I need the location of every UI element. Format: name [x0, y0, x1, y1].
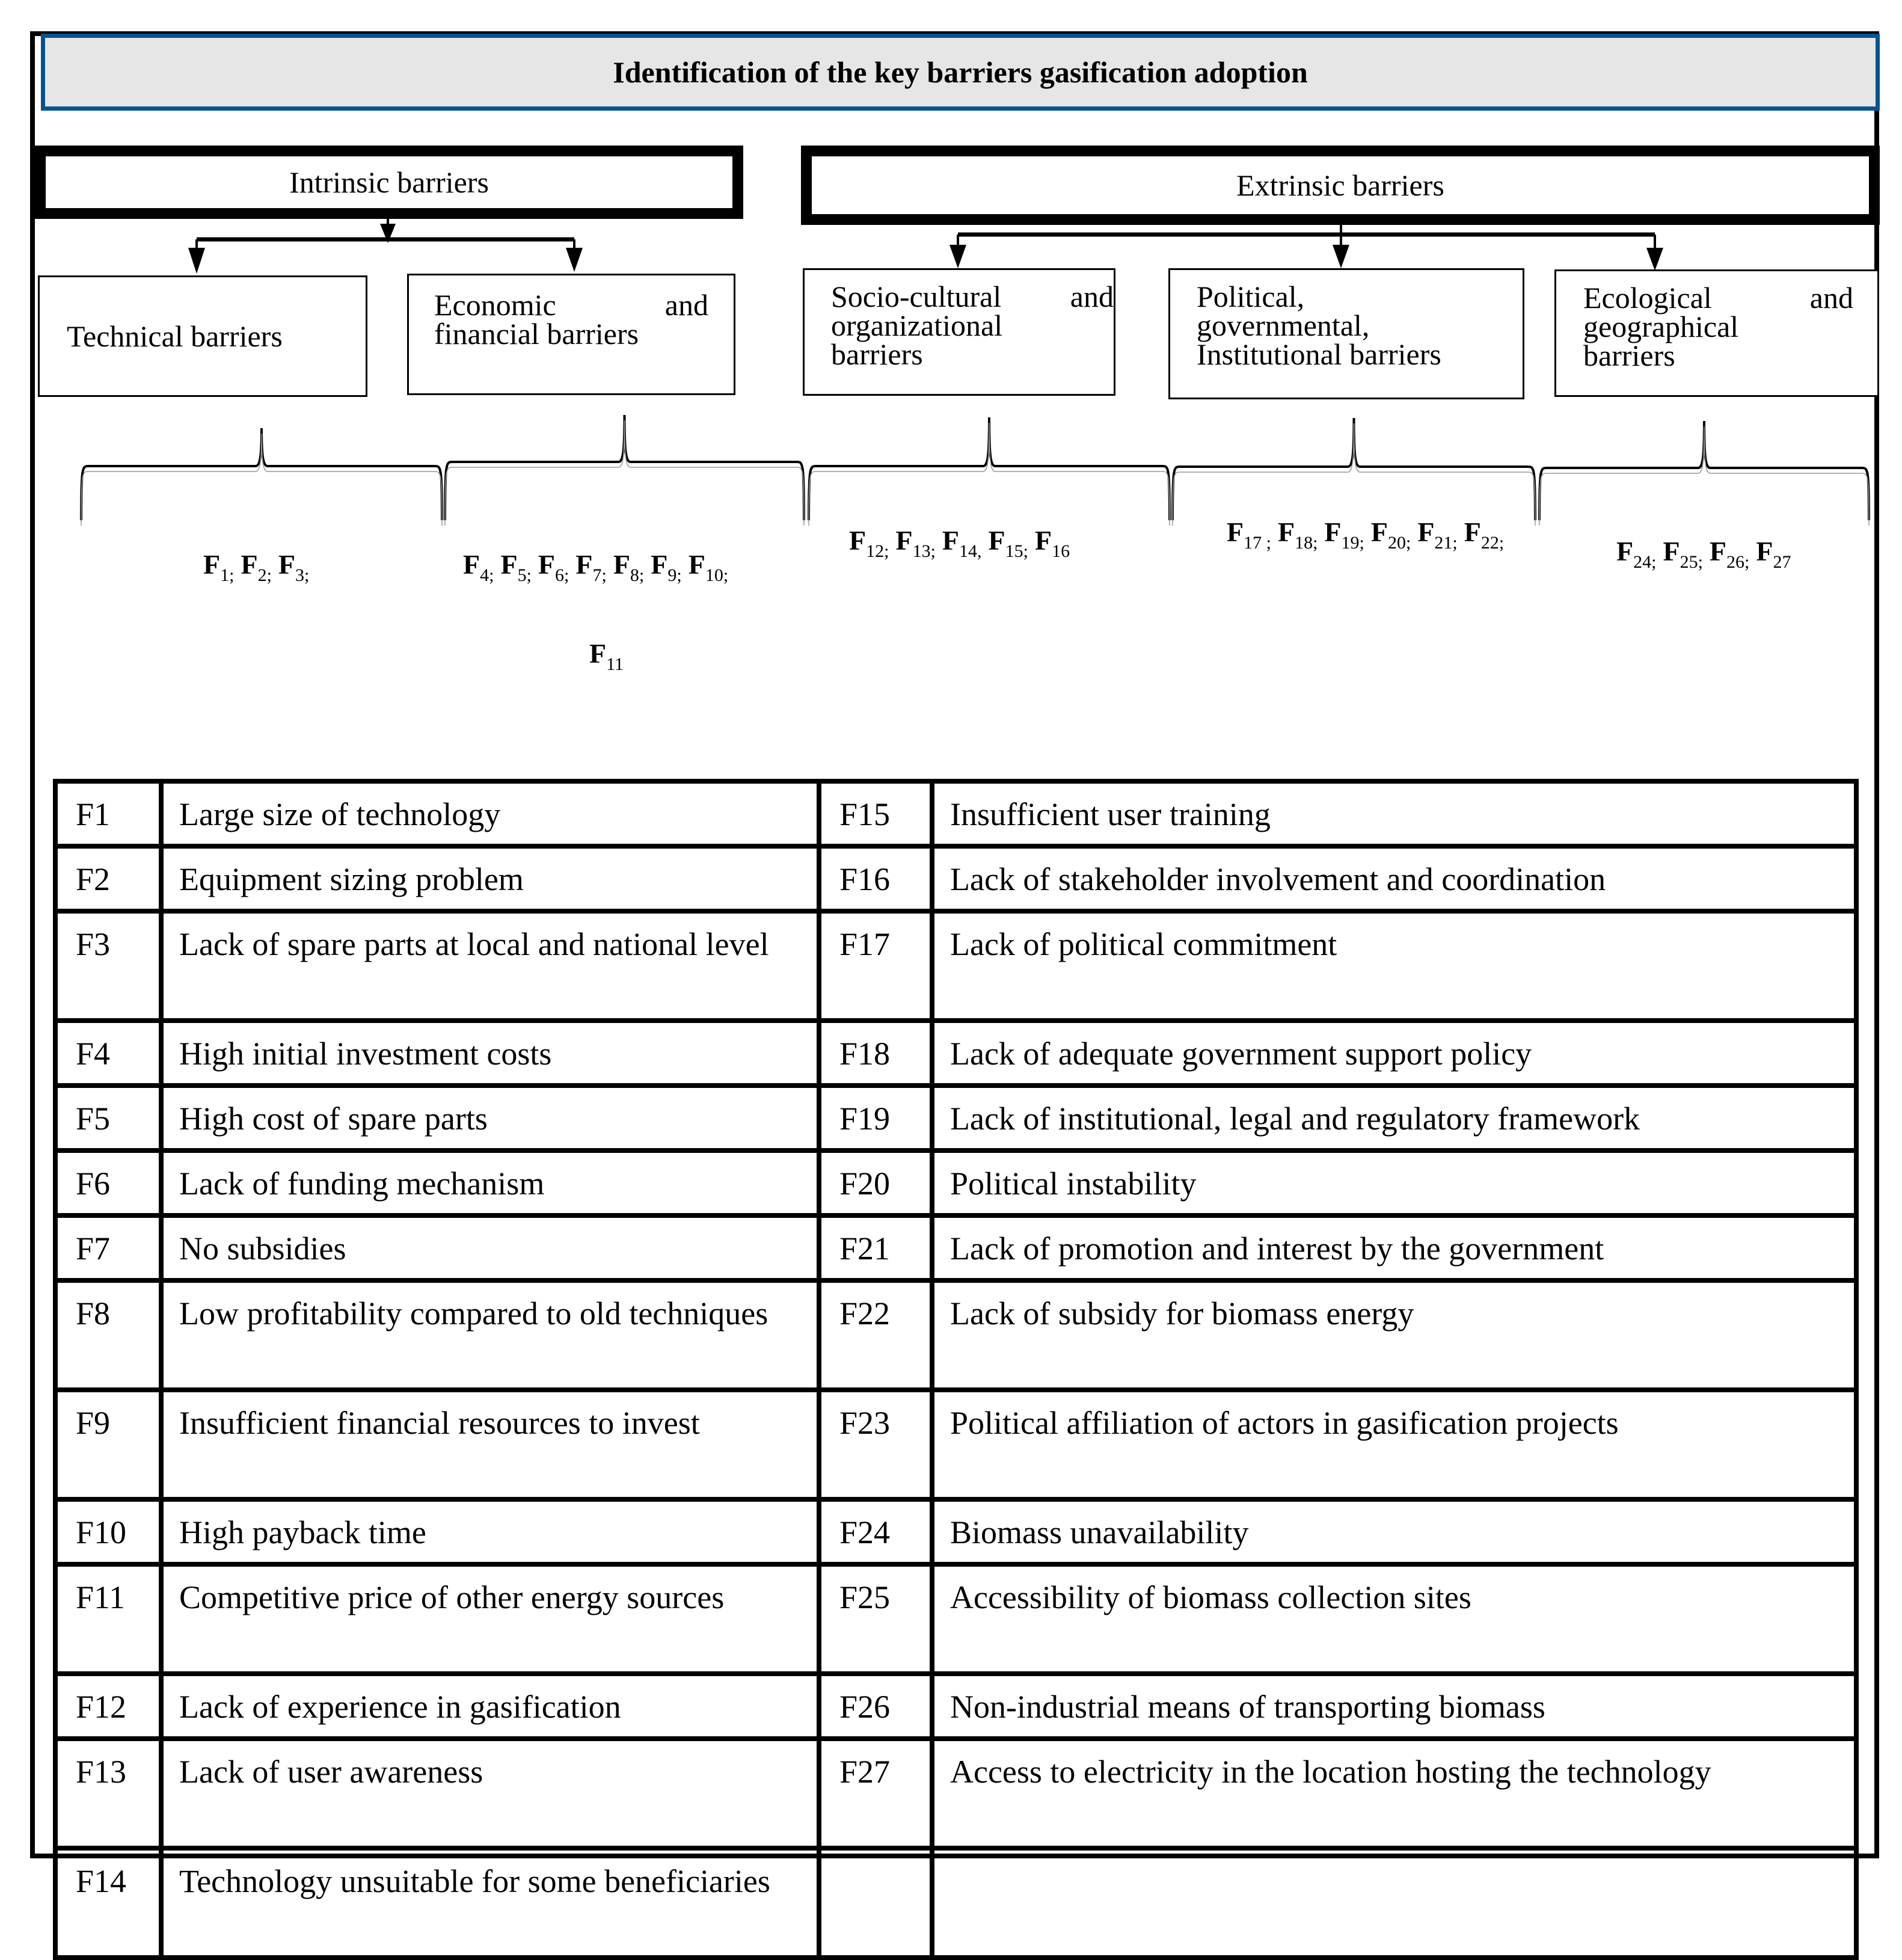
factor-description: Non-industrial means of transporting biomass [932, 1674, 1856, 1739]
subcategory-technical-label: Technical barriers [67, 319, 283, 353]
factor-ref [278, 549, 310, 585]
category-extrinsic-label: Extrinsic barriers [1236, 168, 1444, 202]
table-row [55, 1848, 1856, 1958]
factor-ref [849, 525, 889, 561]
factor-letter: F [1616, 536, 1634, 567]
barrier-definitions-table [53, 779, 1859, 1960]
factor-code: F21 [819, 1215, 932, 1280]
table-row [55, 1499, 1856, 1564]
factor-ref [463, 549, 494, 585]
factor-code: F7 [55, 1215, 161, 1280]
factor-code [819, 1848, 932, 1958]
factor-letter: F [1227, 517, 1244, 547]
factor-description: Lack of promotion and interest by the government [932, 1215, 1856, 1280]
factor-code: F26 [819, 1674, 932, 1739]
factor-ref [895, 525, 936, 561]
factor-code: F13 [55, 1739, 161, 1848]
factor-number: 25; [1680, 552, 1703, 572]
factor-letter: F [849, 525, 867, 556]
factor-number: 9; [667, 565, 682, 585]
table-row [55, 1086, 1856, 1151]
factor-number: 14, [959, 541, 982, 561]
factor-number: 27 [1773, 552, 1791, 572]
factor-description: Low profitability compared to old techniques [161, 1280, 819, 1390]
factor-letter: F [1709, 536, 1727, 567]
factor-number: 12; [866, 541, 889, 561]
factor-letter: F [613, 549, 630, 580]
factor-code: F22 [819, 1280, 932, 1390]
factor-ref [1370, 517, 1411, 553]
factor-code: F8 [55, 1280, 161, 1390]
diagram-title [41, 34, 1880, 111]
factor-description: Lack of experience in gasification [161, 1674, 819, 1739]
factor-number: 3; [295, 565, 310, 585]
subcategory-political-line-1: Political, [1197, 280, 1305, 313]
factor-number: 26; [1726, 552, 1750, 572]
factor-ref [651, 549, 682, 585]
factor-ref [1756, 536, 1791, 572]
factor-code: F24 [819, 1499, 932, 1564]
factor-code: F9 [55, 1390, 161, 1499]
factor-letter: F [1417, 517, 1435, 547]
factor-description: Lack of user awareness [161, 1739, 819, 1848]
factor-letter: F [688, 549, 705, 580]
factor-description: No subsidies [161, 1215, 819, 1280]
factor-ref [1034, 525, 1070, 561]
factor-group-political [1227, 516, 1504, 553]
subcategory-ecological-line-1: Ecological and [1583, 281, 1853, 315]
subcategory-ecological-line-3: barriers [1583, 339, 1675, 372]
factor-group-ecological [1616, 535, 1791, 573]
factor-letter: F [1756, 536, 1773, 567]
factor-code: F1 [55, 781, 161, 846]
factor-ref [1227, 517, 1271, 553]
factor-letter: F [463, 549, 480, 580]
factor-number: 20; [1387, 533, 1411, 553]
factor-ref [538, 549, 569, 585]
factor-code: F27 [819, 1739, 932, 1848]
factor-letter: F [538, 549, 556, 580]
factor-description: Lack of political commitment [932, 911, 1856, 1021]
factor-code: F3 [55, 911, 161, 1021]
factor-ref [1663, 536, 1703, 572]
factor-number: 15; [1005, 541, 1028, 561]
factor-description: Competitive price of other energy sources [161, 1564, 819, 1674]
table-row [55, 1564, 1856, 1674]
subcategory-economic-line-2: financial barriers [434, 317, 639, 351]
factor-letter: F [589, 638, 607, 669]
subcategory-economic-line-1: Economic and [434, 288, 708, 322]
factor-ref [988, 525, 1028, 561]
factor-description: Political affiliation of actors in gasification projects [932, 1390, 1856, 1499]
factor-number: 21; [1434, 533, 1458, 553]
category-extrinsic-barriers [801, 146, 1880, 225]
factor-description: Large size of technology [161, 781, 819, 846]
factor-letter: F [942, 525, 960, 556]
subcategory-economic-financial-barriers [407, 274, 735, 395]
factor-number: 1; [220, 565, 235, 585]
table-row [55, 846, 1856, 911]
factor-code: F17 [819, 911, 932, 1021]
factor-ref [1324, 517, 1364, 553]
factor-description: Lack of spare parts at local and national level [161, 911, 819, 1021]
factor-letter: F [575, 549, 593, 580]
factor-letter: F [241, 549, 258, 580]
factor-description [932, 1848, 1856, 1958]
factor-number: 2; [257, 565, 272, 585]
subcategory-socio-line-1: Socio-cultural and [831, 280, 1114, 313]
barrier-table-body [55, 781, 1856, 1958]
factor-ref [589, 638, 624, 674]
factor-code: F5 [55, 1086, 161, 1151]
factor-number: 19; [1341, 533, 1364, 553]
factor-ref [575, 549, 607, 585]
factor-description: Technology unsuitable for some beneficiaries [161, 1848, 819, 1958]
factor-letter: F [203, 549, 221, 580]
factor-number: 5; [517, 565, 532, 585]
factor-ref [241, 549, 272, 585]
factor-code: F4 [55, 1021, 161, 1086]
table-row [55, 1021, 1856, 1086]
factor-code: F15 [819, 781, 932, 846]
factor-number: 24; [1633, 552, 1657, 572]
factor-letter: F [895, 525, 913, 556]
factor-description: Lack of institutional, legal and regulatory framework [932, 1086, 1856, 1151]
factor-description: Lack of adequate government support policy [932, 1021, 1856, 1086]
factor-number: 16 [1052, 541, 1070, 561]
table-row [55, 1215, 1856, 1280]
factor-group-economic [463, 548, 728, 586]
factor-ref [1464, 517, 1505, 553]
factor-letter: F [500, 549, 518, 580]
factor-description: High initial investment costs [161, 1021, 819, 1086]
factor-ref [1709, 536, 1750, 572]
factor-letter: F [1370, 517, 1388, 547]
subcategory-ecological-line-2: geographical [1583, 310, 1739, 343]
factor-letter: F [1034, 525, 1052, 556]
factor-code: F10 [55, 1499, 161, 1564]
factor-number: 10; [705, 565, 729, 585]
factor-code: F19 [819, 1086, 932, 1151]
factor-number: 7; [592, 565, 607, 585]
factor-letter: F [1324, 517, 1342, 547]
factor-code: F18 [819, 1021, 932, 1086]
factor-ref [1277, 517, 1318, 553]
factor-ref [500, 549, 532, 585]
factor-number: 17 ; [1244, 533, 1271, 553]
factor-letter: F [1277, 517, 1295, 547]
factor-ref [203, 549, 235, 585]
factor-ref [1616, 536, 1657, 572]
factor-description: Insufficient user training [932, 781, 1856, 846]
factor-group-socio [849, 524, 1070, 562]
subcategory-political-line-2: governmental, [1197, 309, 1370, 342]
subcategory-ecological-barriers [1554, 269, 1879, 397]
factor-code: F2 [55, 846, 161, 911]
table-row [55, 1739, 1856, 1848]
factor-code: F6 [55, 1151, 161, 1215]
table-row [55, 781, 1856, 846]
factor-code: F14 [55, 1848, 161, 1958]
factor-group-economic-continued [589, 637, 624, 675]
factor-description: Lack of stakeholder involvement and coordination [932, 846, 1856, 911]
diagram-title-text: Identification of the key barriers gasification adoption [613, 55, 1308, 89]
factor-ref [1417, 517, 1458, 553]
factor-description: High cost of spare parts [161, 1086, 819, 1151]
factor-letter: F [1663, 536, 1680, 567]
factor-description: High payback time [161, 1499, 819, 1564]
table-row [55, 1280, 1856, 1390]
factor-number: 4; [480, 565, 494, 585]
subcategory-socio-line-3: barriers [831, 337, 923, 371]
table-row [55, 911, 1856, 1021]
factor-code: F20 [819, 1151, 932, 1215]
factor-description: Accessibility of biomass collection sites [932, 1564, 1856, 1674]
factor-code: F12 [55, 1674, 161, 1739]
factor-letter: F [651, 549, 668, 580]
factor-description: Insufficient financial resources to invest [161, 1390, 819, 1499]
table-row [55, 1390, 1856, 1499]
factor-number: 22; [1480, 533, 1505, 553]
factor-letter: F [1464, 517, 1481, 547]
factor-number: 11 [606, 654, 624, 674]
factor-description: Political instability [932, 1151, 1856, 1215]
factor-letter: F [278, 549, 296, 580]
factor-description: Lack of funding mechanism [161, 1151, 819, 1215]
factor-number: 13; [912, 541, 936, 561]
category-intrinsic-label: Intrinsic barriers [289, 165, 489, 199]
factor-code: F23 [819, 1390, 932, 1499]
factor-code: F16 [819, 846, 932, 911]
subcategory-socio-cultural-barriers [803, 268, 1115, 396]
factor-description: Access to electricity in the location hosting the technology [932, 1739, 1856, 1848]
subcategory-technical-barriers [38, 275, 367, 397]
table-row [55, 1151, 1856, 1215]
subcategory-political-line-3: Institutional barriers [1197, 337, 1441, 371]
factor-group-technical [203, 548, 309, 586]
factor-ref [942, 525, 982, 561]
factor-number: 6; [555, 565, 569, 585]
table-row [55, 1674, 1856, 1739]
factor-ref [688, 549, 729, 585]
subcategory-socio-line-2: organizational [831, 309, 1003, 342]
factor-number: 8; [630, 565, 645, 585]
factor-ref [613, 549, 645, 585]
factor-description: Biomass unavailability [932, 1499, 1856, 1564]
category-intrinsic-barriers [35, 146, 743, 219]
factor-code: F11 [55, 1564, 161, 1674]
subcategory-political-barriers [1168, 268, 1524, 399]
factor-number: 18; [1295, 533, 1318, 553]
factor-description: Lack of subsidy for biomass energy [932, 1280, 1856, 1390]
factor-letter: F [988, 525, 1005, 556]
factor-code: F25 [819, 1564, 932, 1674]
factor-description: Equipment sizing problem [161, 846, 819, 911]
